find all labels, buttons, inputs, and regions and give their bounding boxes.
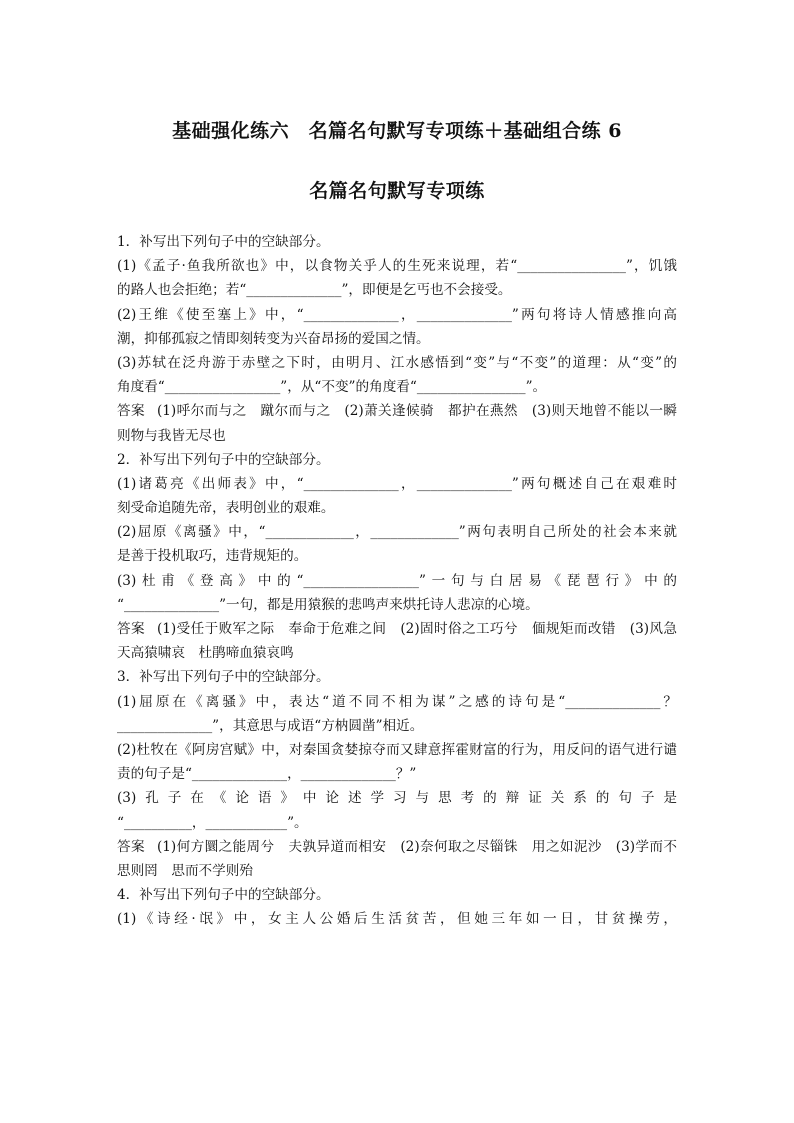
q2-item1-line2: 刻受命追随先帝，表明创业的艰难。 xyxy=(117,500,335,517)
q3-answer-text: (1)何方圜之能周兮 夫孰异道而相安 (2)奈何取之尽锱铢 用之如泥沙 (3)学而不 xyxy=(156,838,677,855)
q1-item2-line1: (2)王维《使至塞上》中，“______________，______________”两句将诗人情感推向高 xyxy=(117,306,677,323)
q2-answer-line1 xyxy=(117,617,677,641)
q2-item1-line1: (1)诸葛亮《出师表》中，“______________，______________”两句概述自己在艰难时 xyxy=(117,475,677,492)
q1-answer-line2: 则物与我皆无尽也 xyxy=(117,427,226,444)
q1-item1-line2: 的路人也会拒绝；若“______________”，即便是乞丐也不会接受。 xyxy=(117,282,512,299)
q1-answer-line1 xyxy=(117,399,677,423)
q3-item1-line2: ______________”，其意思与成语“方枘圆凿”相近。 xyxy=(117,717,424,734)
q1-item1-line1: (1)《孟子·鱼我所欲也》中，以食物关乎人的生死来说理，若“________________”，饥饿 xyxy=(117,258,677,275)
q1-stem: 1．补写出下列句子中的空缺部分。 xyxy=(117,234,330,250)
exercise-body xyxy=(117,230,677,931)
answer-label: 答案 xyxy=(117,403,145,420)
q2-item2-line1: (2)屈原《离骚》中，“_____________，_____________”两句表明自己所处的社会本来就 xyxy=(117,524,677,541)
q2-answer-text: (1)受任于败军之际 奉命于危难之间 (2)固时俗之工巧兮 偭规矩而改错 (3)风急 xyxy=(156,621,677,637)
q4-stem: 4．补写出下列句子中的空缺部分。 xyxy=(117,887,330,904)
q3-stem: 3．补写出下列句子中的空缺部分。 xyxy=(117,669,330,686)
q3-item3-line2: “__________，____________”。 xyxy=(117,814,308,831)
q2-stem: 2．补写出下列句子中的空缺部分。 xyxy=(117,451,330,468)
q3-item2-line1: (2)杜牧在《阿房宫赋》中，对秦国贪婪掠夺而又肆意挥霍财富的行为，用反问的语气进行谴 xyxy=(117,741,677,758)
q2-item3-line2: “______________”一句，都是用猿猴的悲鸣声来烘托诗人悲凉的心境。 xyxy=(117,596,539,613)
page-title: 基础强化练六 名篇名句默写专项练＋基础组合练 6 xyxy=(172,120,622,142)
q4-item1-line1: (1)《诗经·氓》中，女主人公婚后生活贫苦，但她三年如一日，甘贫操劳， xyxy=(117,911,677,928)
q1-item2-line2: 潮，抑郁孤寂之情即刻转变为兴奋昂扬的爱国之情。 xyxy=(117,330,430,347)
q3-item2-line2: 责的句子是“______________，______________？” xyxy=(117,766,417,783)
q2-item2-line2: 是善于投机取巧，违背规矩的。 xyxy=(117,548,308,565)
q2-answer-line2: 天高猿啸哀 杜鹃啼血猿哀鸣 xyxy=(117,645,294,662)
q3-answer-line1 xyxy=(117,835,677,859)
q3-item1-line1: (1)屈原在《离骚》中，表达“道不同不相为谋”之感的诗句是“______________？ xyxy=(117,693,677,710)
section-title: 名篇名句默写专项练 xyxy=(309,180,485,202)
q2-item3-line1: (3)杜甫《登高》中的“_________________”一句与白居易《琵琶行》中的 xyxy=(117,572,677,589)
q1-item3-line1: (3)苏轼在泛舟游于赤壁之下时，由明月、江水感悟到“变”与“不变”的道理：从“变”的 xyxy=(117,354,677,371)
answer-label: 答案 xyxy=(117,621,145,637)
q1-item3-line2: 角度看“_________________”，从“不变”的角度看“________________”。 xyxy=(117,379,547,396)
q3-item3-line1: (3)孔子在《论语》中论述学习与思考的辩证关系的句子是 xyxy=(117,790,677,807)
q3-answer-line2: 思则罔 思而不学则殆 xyxy=(117,862,253,879)
q1-answer-text: (1)呼尔而与之 蹴尔而与之 (2)萧关逢候骑 都护在燕然 (3)则天地曾不能以一瞬 xyxy=(156,403,677,420)
answer-label: 答案 xyxy=(117,838,145,855)
